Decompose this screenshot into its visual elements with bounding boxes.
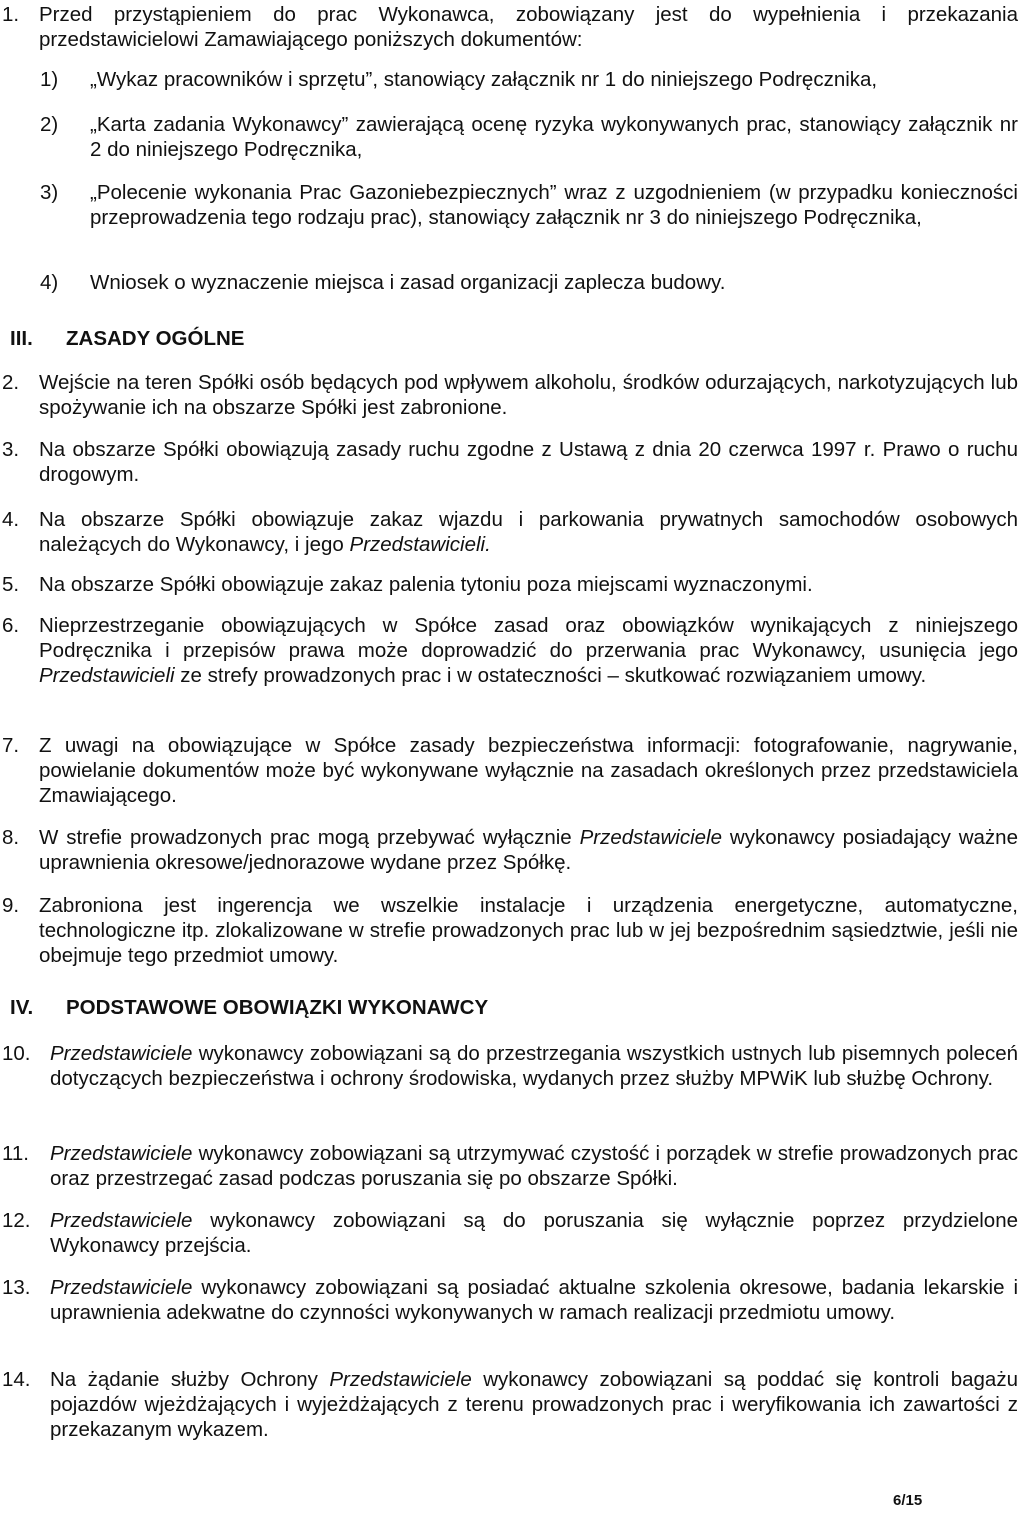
item-number: 4. [2, 508, 20, 531]
item-text [39, 825, 1018, 875]
sub-item-number: 3) [40, 181, 59, 204]
item-text [50, 1275, 1018, 1325]
item-number: 3. [2, 438, 20, 461]
text-italic: Przedstawicieli. [349, 533, 491, 556]
text-italic: Przedstawiciele [50, 1209, 193, 1232]
page-number: 6/15 [893, 1492, 923, 1509]
list-item-1 [2, 2, 1018, 52]
item-text [39, 613, 1018, 688]
item-number: 9. [2, 894, 20, 917]
sub-item-text: „Karta zadania Wykonawcy” zawierającą ocenę ryzyka wykonywanych prac, stanowiący załącznik nr 2 do niniejszego Podręcznika, [90, 113, 1018, 161]
section-number: IV. [10, 996, 34, 1019]
text-part: W strefie prowadzonych prac mogą przebywać wyłącznie [39, 826, 580, 849]
item-number: 10. [2, 1042, 31, 1065]
item-text: Przed przystąpieniem do prac Wykonawca, zobowiązany jest do wypełnienia i przekazania przedstawicielowi Zamawiającego poniższych dokumentów: [39, 3, 1018, 51]
section-number: III. [10, 327, 33, 350]
text-part: wykonawcy zobowiązani są do poruszania się wyłącznie poprzez przydzielone Wykonawcy przejścia. [50, 1209, 1018, 1257]
item-number: 11. [2, 1142, 29, 1165]
item-text [50, 1367, 1018, 1442]
list-item-2 [2, 370, 1018, 420]
text-part: Na obszarze Spółki obowiązuje zakaz wjazdu i parkowania prywatnych samochodów osobowych należących do Wykonawcy, i jego [39, 508, 1018, 556]
item-text [39, 507, 1018, 557]
sub-item-text: „Wykaz pracowników i sprzętu”, stanowiący załącznik nr 1 do niniejszego Podręcznika, [90, 68, 878, 91]
sub-item-3 [40, 180, 1018, 230]
text-part: Na żądanie służby Ochrony [50, 1368, 330, 1391]
section-title: ZASADY OGÓLNE [66, 327, 245, 350]
item-number: 8. [2, 826, 20, 849]
text-part: wykonawcy zobowiązani są poddać się kontroli bagażu pojazdów wjeżdżających i wyjeżdżających z terenu prowadzonych prac i weryfikowania ich zawartości z przekazanym wykazem. [50, 1368, 1018, 1441]
section-heading-4 [10, 995, 488, 1020]
sub-item-number: 4) [40, 271, 59, 294]
item-text [50, 1208, 1018, 1258]
list-item-12 [2, 1208, 1018, 1258]
list-item-10 [2, 1041, 1018, 1091]
sub-item-1 [40, 67, 1018, 92]
sub-item-number: 1) [40, 68, 59, 91]
item-number: 7. [2, 734, 20, 757]
item-text: Wejście na teren Spółki osób będących pod wpływem alkoholu, środków odurzających, narkotyzujących lub spożywanie ich na obszarze Spółki jest zabronione. [39, 371, 1018, 419]
list-item-14 [2, 1367, 1018, 1442]
section-heading-3 [10, 326, 244, 351]
item-text: Na obszarze Spółki obowiązują zasady ruchu zgodne z Ustawą z dnia 20 czerwca 1997 r. Prawo o ruchu drogowym. [39, 438, 1018, 486]
item-text: Na obszarze Spółki obowiązuje zakaz palenia tytoniu poza miejscami wyznaczonymi. [39, 573, 813, 596]
section-title: PODSTAWOWE OBOWIĄZKI WYKONAWCY [66, 996, 489, 1019]
item-text: Z uwagi na obowiązujące w Spółce zasady bezpieczeństwa informacji: fotografowanie, nagrywanie, powielanie dokumentów może być wykonywane wyłącznie na zasadach określonych przez przedstawiciela Zmawiającego. [39, 734, 1018, 807]
item-text: Zabroniona jest ingerencja we wszelkie instalacje i urządzenia energetyczne, automatyczne, technologiczne itp. zlokalizowane w strefie prowadzonych prac lub w jej bezpośrednim sąsiedztwie, jeśli nie obejmuje tego przedmiot umowy. [39, 894, 1018, 967]
item-text [50, 1141, 1018, 1191]
sub-item-text: „Polecenie wykonania Prac Gazoniebezpiecznych” wraz z uzgodnieniem (w przypadku konieczności przeprowadzenia tego rodzaju prac), stanowiący załącznik nr 3 do niniejszego Podręcznika, [90, 181, 1018, 229]
list-item-8 [2, 825, 1018, 875]
sub-item-2 [40, 112, 1018, 162]
text-italic: Przedstawicieli [39, 664, 175, 687]
list-item-11 [2, 1141, 1018, 1191]
item-text [50, 1041, 1018, 1091]
list-item-13 [2, 1275, 1018, 1325]
text-italic: Przedstawiciele [579, 826, 722, 849]
text-part: wykonawcy zobowiązani są posiadać aktualne szkolenia okresowe, badania lekarskie i uprawnienia adekwatne do czynności wykonywanych w ramach realizacji przedmiotu umowy. [50, 1276, 1018, 1324]
item-number: 1. [2, 3, 20, 26]
list-item-4 [2, 507, 1018, 557]
sub-item-text: Wniosek o wyznaczenie miejsca i zasad organizacji zaplecza budowy. [90, 271, 726, 294]
list-item-9 [2, 893, 1018, 968]
item-number: 2. [2, 371, 20, 394]
item-number: 5. [2, 573, 20, 596]
text-part: wykonawcy posiadający ważne uprawnienia okresowe/jednorazowe wydane przez Spółkę. [39, 826, 1018, 874]
text-part: ze strefy prowadzonych prac i w ostateczności – skutkować rozwiązaniem umowy. [174, 664, 927, 687]
text-part: wykonawcy zobowiązani są utrzymywać czystość i porządek w strefie prowadzonych prac oraz przestrzegać zasad podczas poruszania się po obszarze Spółki. [50, 1142, 1018, 1190]
list-item-3 [2, 437, 1018, 487]
item-number: 13. [2, 1276, 31, 1299]
item-number: 14. [2, 1368, 31, 1391]
text-italic: Przedstawiciele [50, 1276, 193, 1299]
sub-item-number: 2) [40, 113, 59, 136]
item-number: 6. [2, 614, 20, 637]
text-italic: Przedstawiciele [329, 1368, 472, 1391]
item-number: 12. [2, 1209, 31, 1232]
list-item-6 [2, 613, 1018, 688]
text-part: Nieprzestrzeganie obowiązujących w Spółce zasad oraz obowiązków wynikających z niniejszego Podręcznika i przepisów prawa może doprowadzić do przerwania prac Wykonawcy, usunięcia jego [39, 614, 1018, 662]
text-italic: Przedstawiciele [50, 1142, 193, 1165]
text-part: wykonawcy zobowiązani są do przestrzegania wszystkich ustnych lub pisemnych poleceń dotyczących bezpieczeństwa i ochrony środowiska, wydanych przez służby MPWiK lub służbę Ochrony. [50, 1042, 1018, 1090]
list-item-5 [2, 572, 1018, 597]
sub-item-4 [40, 270, 1018, 295]
text-italic: Przedstawiciele [50, 1042, 193, 1065]
list-item-7 [2, 733, 1018, 808]
